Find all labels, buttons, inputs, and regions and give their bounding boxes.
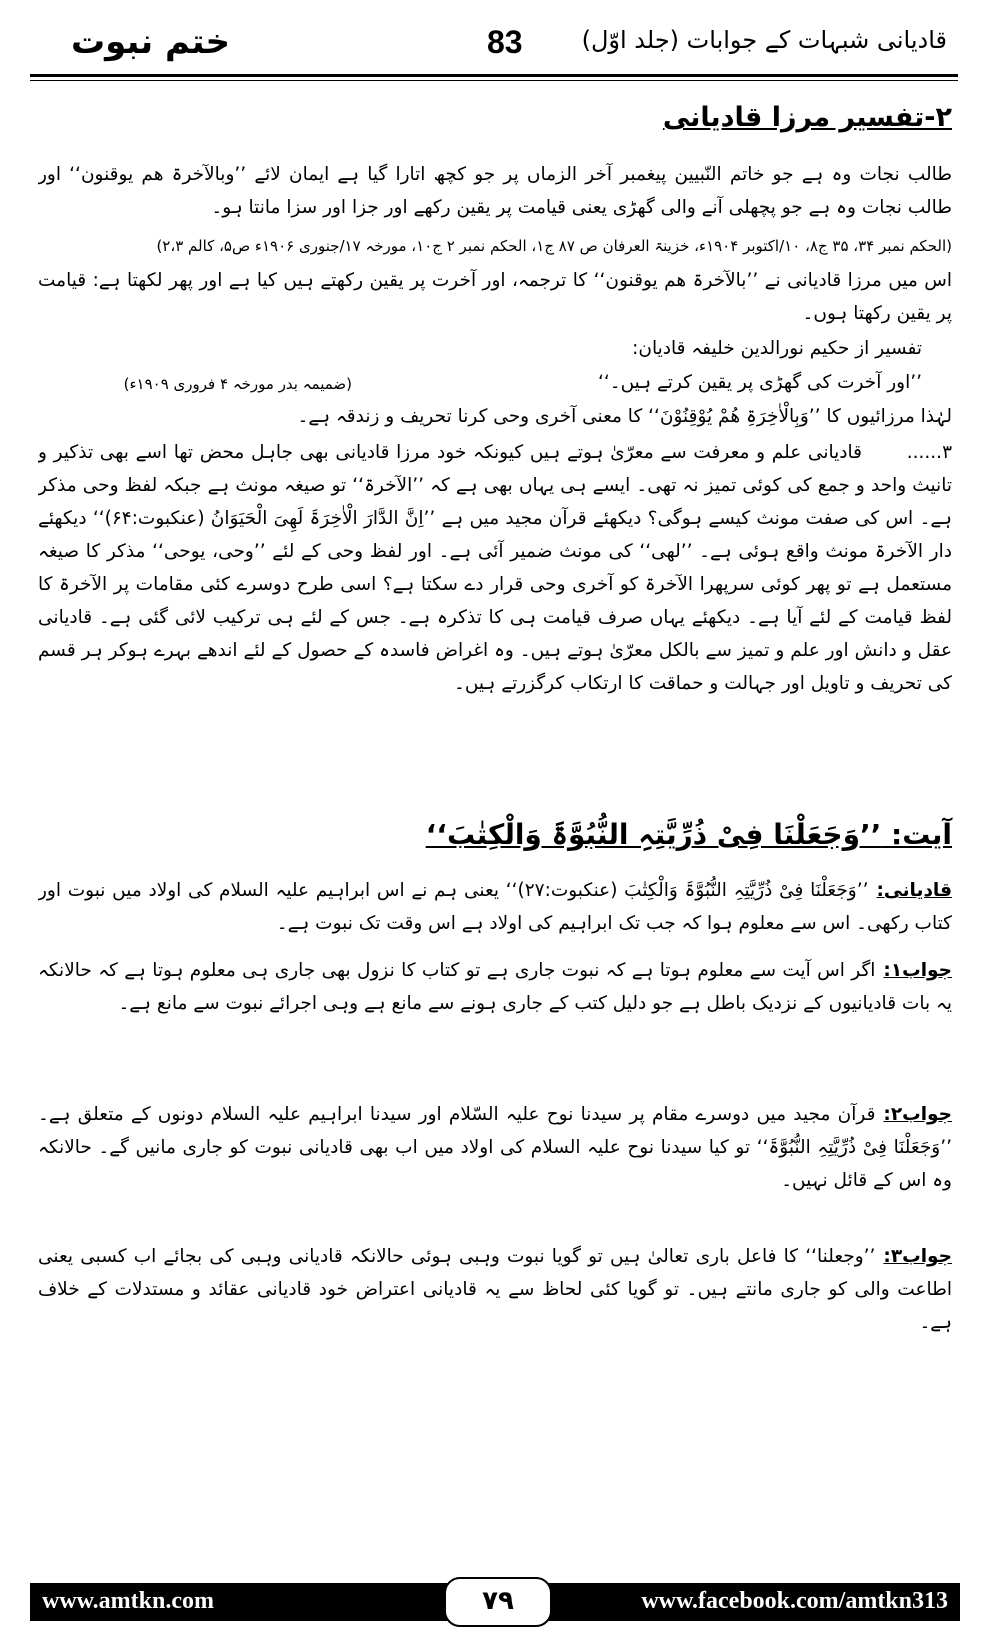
answer-1 <box>38 954 952 1054</box>
answer-1-text: اگر اس آیت سے معلوم ہوتا ہے کہ نبوت جاری ہے تو کتاب کا نزول بھی جاری ہی معلوم ہوتا ہے کہ حالانکہ یہ بات قادیانیوں کے نزدیک باطل ہے جو دلیل کتب کے جاری ہونے سے مانع ہے وہی اجرائے نبوت سے مانع ہے۔ <box>38 960 952 1014</box>
ayat-heading <box>38 818 952 851</box>
section-heading: ۲-تفسیر مرزا قادیانی <box>662 102 952 133</box>
answer-1-label: جواب۱: <box>883 960 952 981</box>
page-header <box>35 18 955 66</box>
page-footer <box>30 1583 960 1621</box>
qadiani-claim <box>38 874 952 942</box>
footer-facebook-link[interactable]: www.facebook.com/amtkn313 <box>641 1588 948 1614</box>
paragraph-4: لہٰذا مرزائیوں کا ’’وَبِالْاٰخِرَۃِ ھُمْ یُوْقِنُوْنَ‘‘ کا معنی آخری وحی کرنا تحریف و زندقہ ہے۔ <box>297 406 952 427</box>
header-rule-thick <box>30 74 958 77</box>
paragraph-3-intro: تفسیر از حکیم نورالدین خلیفہ قادیان: <box>632 338 922 359</box>
book-title: قادیانی شبہات کے جوابات (جلد اوّل) <box>581 26 947 54</box>
answer-2-text: قرآن مجید میں دوسرے مقام پر سیدنا نوح علیہ السّلام اور سیدنا ابراہیم علیہ السلام دونوں کے متعلق ہے۔ ’’وَجَعَلْنَا فِیْ ذُرِّیَّتِہِ النُّبُوَّۃَ‘‘ تو کیا سیدنا نوح علیہ السلام کی اولاد میں اب بھی قادیانی نبوت کو جاری مانیں گے۔ حالانکہ وہ اس کے قائل نہیں۔ <box>38 1104 952 1191</box>
header-rule-thin <box>30 80 958 81</box>
answer-3 <box>38 1240 952 1340</box>
qadiani-label: قادیانی: <box>876 880 952 901</box>
page-number: 83 <box>487 24 523 60</box>
answer-2-label: جواب۲: <box>883 1104 952 1125</box>
section-3-text <box>38 436 952 798</box>
answer-2 <box>38 1098 952 1198</box>
answer-3-text: ’’وجعلنا‘‘ کا فاعل باری تعالیٰ ہیں تو گویا نبوت وہبی ہوئی حالانکہ قادیانی وہبی کی بجائے اب کسبی یعنی اطاعت والی کو جاری مانتے ہیں۔ تو گویا کئی لحاظ سے یہ قادیانی اعتراض خود قادیانی عقائد و مستدلات کے خلاف ہے۔ <box>38 1246 952 1333</box>
ayat-text: ’’وَجَعَلْنَا فِیْ ذُرِّیَّتِہِ النُّبُوَّۃَ وَالْکِتٰبَ‘‘ <box>425 818 882 851</box>
page-body <box>38 88 952 1568</box>
qadiani-text: ’’وَجَعَلْنَا فِیْ ذُرِّیَّتِہِ النُّبُوَّۃَ وَالْکِتٰبَ (عنکبوت:۲۷)‘‘ یعنی ہم نے اس ابراہیم علیہ السلام کی اولاد میں نبوت اور کتاب رکھی۔ اس سے معلوم ہوا کہ جب تک ابراہیم کی اولاد ہے اس وقت تک نبوت ہے۔ <box>38 880 952 934</box>
paragraph-2: اس میں مرزا قادیانی نے ’’بالآخرۃ ھم یوقنون‘‘ کا ترجمہ، اور آخرت پر یقین رکھتے ہیں کیا ہے اور پھر لکھتا ہے: قیامت پر یقین رکھتا ہوں۔ <box>38 270 952 324</box>
reference-1: (الحکم نمبر ۳۴، ۳۵ ج۸، ۱۰/اکتوبر ۱۹۰۴ء، خزینۃ العرفان ص ۸۷ ج۱، الحکم نمبر ۲ ج۱۰، مورخہ ۱۷/جنوری ۱۹۰۶ء ص۵، کالم ۲،۳) <box>156 237 952 255</box>
reference-2: (ضمیمہ بدر مورخہ ۴ فروری ۱۹۰۹ء) <box>123 375 352 393</box>
brand-title: ختم نبوت <box>71 22 231 62</box>
ayat-label: آیت: <box>891 818 952 851</box>
footer-page-badge: ۷۹ <box>444 1577 552 1627</box>
paragraph-1: طالب نجات وہ ہے جو خاتم النّبیین پیغمبر آخر الزماں پر جو کچھ اتارا گیا ہے ایمان لائے ’’وبالآخرۃ ھم یوقنون‘‘ اور طالب نجات وہ ہے جو پچھلی آنے والی گھڑی یعنی قیامت پر یقین رکھے اور جزا اور سزا مانتا ہو۔ <box>38 164 952 218</box>
footer-website-link[interactable]: www.amtkn.com <box>42 1588 214 1614</box>
section-3-body: قادیانی علم و معرفت سے معرّیٰ ہوتے ہیں کیونکہ خود مرزا قادیانی بھی جاہل محض تھا اسے بھی تذکیر و تانیث واحد و جمع کی کوئی تمیز نہ تھی۔ ایسے ہی یہاں بھی ہے کہ ’’الآخرۃ‘‘ تو صیغہ مونث ہے جبکہ لفظ وحی مذکر ہے۔ اس کی صفت مونث کیسے ہوگی؟ دیکھئے قرآن مجید میں ہے ’’اِنَّ الدَّارَ الْاٰخِرَۃَ لَھِیَ الْحَیَوَانُ (عنکبوت:۶۴)‘‘ دیکھئے دار الآخرۃ مونث واقع ہوئی ہے۔ ’’لھی‘‘ کی مونث ضمیر آئی ہے۔ اور لفظ وحی کے لئے ’’وحی، یوحی‘‘ مذکر کا صیغہ مستعمل ہے تو پھر کوئی سرپھرا الآخرۃ کو آخری وحی قرار دے سکتا ہے؟ اسی طرح دوسرے کئی مقامات پر الآخرۃ کا لفظ قیامت کے لئے آیا ہے۔ دیکھئے یہاں صرف قیامت ہی کا تذکرہ ہے۔ جس کے لئے ہی ترکیب لائی گئی ہے۔ قادیانی عقل و دانش اور علم و تمیز سے بالکل معرّیٰ ہوتے ہیں۔ وہ اغراض فاسدہ کے حصول کے لئے اندھے بہرے ہوکر ہر قسم کی تحریف و تاویل اور جہالت و حماقت کا ارتکاب کرگزرتے ہیں۔ <box>38 442 952 694</box>
answer-3-label: جواب۳: <box>883 1246 952 1267</box>
paragraph-3-quote: ’’اور آخرت کی گھڑی پر یقین کرتے ہیں۔‘‘ <box>597 372 922 393</box>
section-3-number: ۳...... <box>906 442 952 463</box>
